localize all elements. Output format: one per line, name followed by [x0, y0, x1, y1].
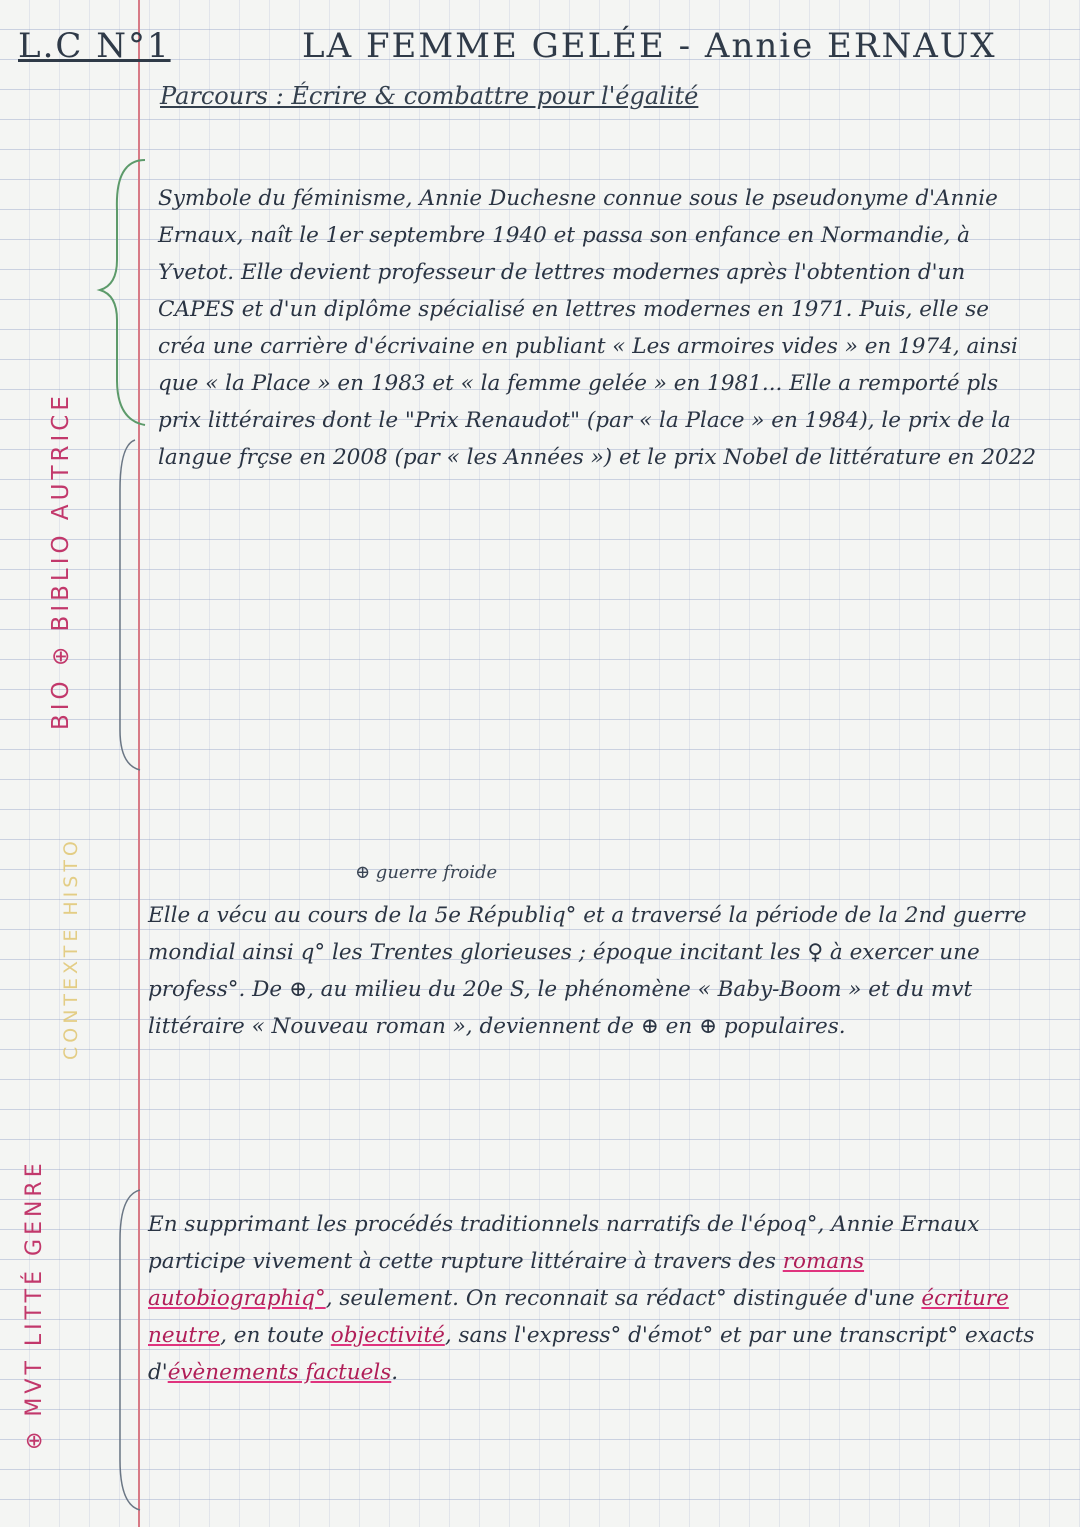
margin-label-genre: ⊕ MVT LITTÉ GENRE — [22, 1159, 47, 1450]
genre-text-4: , sans l'express° d'émot° et par une transcript° exacts d' — [148, 1323, 1035, 1385]
brace-biblio — [95, 430, 155, 780]
highlight-ecriture: écriture neutre — [148, 1286, 1009, 1348]
paragraph-biography: Symbole du féminisme, Annie Duchesne connue sous le pseudonyme d'Annie Ernaux, naît le 1er septembre 1940 et passa son enfance en Normandie, à Yvetot. Elle devient professeur de lettres modernes après l'obtention d'un CAPES et d'un diplôme spécialisé en lettres modernes en 1971. Puis, elle se créa une carrière d'écrivaine en publiant « Les armoires vides » en 1974, ainsi que « la Place » en 1983 et « la femme gelée » en 1981... Elle a remporté pls prix littéraires dont le "Prix Renaudot" (par « la Place » en 1984), le prix de la langue frçse en 2008 (par « les Années ») et le prix Nobel de littérature en 2022 — [158, 186, 1037, 470]
genre-text-3: , en toute — [220, 1323, 331, 1348]
parcours-subtitle: Parcours : Écrire & combattre pour l'égalité — [160, 82, 699, 110]
highlight-romans: romans autobiographiq° — [148, 1249, 865, 1311]
page-title — [18, 26, 997, 66]
title-text: LA FEMME GELÉE - Annie ERNAUX — [302, 26, 997, 66]
paragraph-context: Elle a vécu au cours de la 5e Républiq° et a traversé la période de la 2nd guerre mondial ainsi q° les Trentes glorieuses ; époque incitant les ♀ à exercer une profess°. De ⊕, au milieu du 20e S, le phénomène « Baby-Boom » et du mvt littéraire « Nouveau roman », deviennent de ⊕ en ⊕ populaires. — [148, 903, 1027, 1039]
highlight-evenements: évènements factuels — [167, 1360, 392, 1385]
genre-text-2: , seulement. On reconnait sa rédact° distinguée d'une — [325, 1286, 922, 1311]
brace-genre — [95, 1180, 155, 1520]
genre-text-1: En supprimant les procédés traditionnels narratifs de l'époq°, Annie Ernaux participe vivement à cette rupture littéraire à travers des — [148, 1212, 980, 1274]
paragraph-genre — [148, 1206, 1038, 1391]
genre-text-5: . — [391, 1360, 399, 1385]
note-guerre-froide: ⊕ guerre froide — [355, 862, 498, 883]
margin-label-bio: BIO ⊕ BIBLIO AUTRICE — [48, 392, 74, 730]
margin-label-contexte: CONTEXTE HISTO — [60, 837, 82, 1060]
lesson-ref: L.C N°1 — [18, 26, 171, 66]
highlight-objectivite: objectivité — [330, 1323, 445, 1348]
brace-bio — [95, 150, 155, 430]
